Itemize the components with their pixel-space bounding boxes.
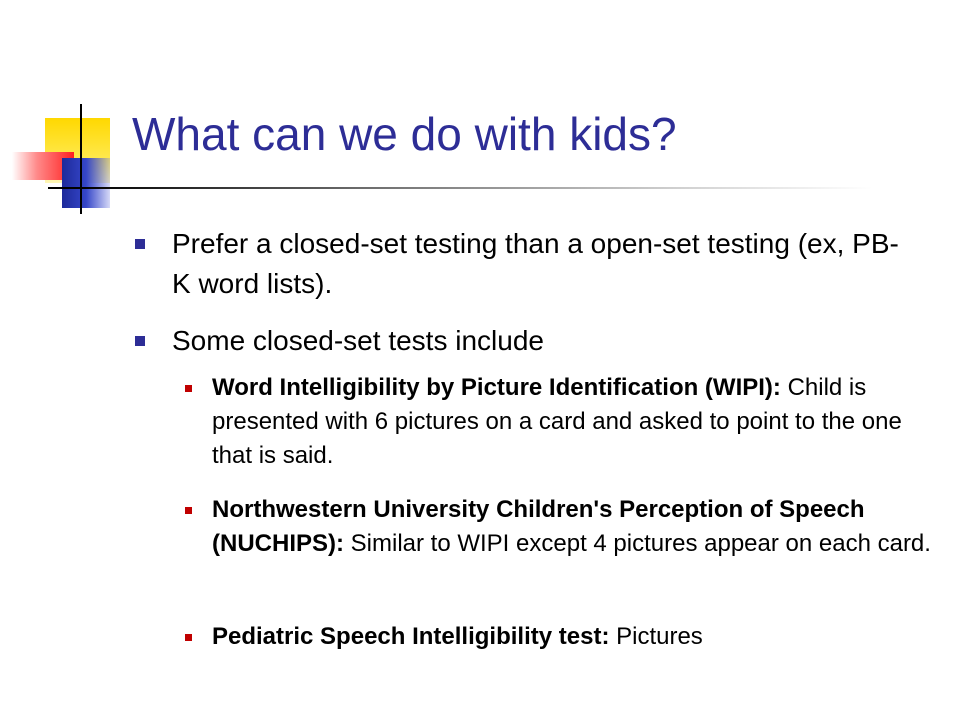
subbullet-item-psi: [212, 620, 932, 654]
square-bullet-icon: [185, 634, 192, 641]
subbullet-item-wipi: [212, 371, 932, 473]
bullet-item-closed-set: [172, 224, 912, 304]
subbullet-text: Similar to WIPI except 4 pictures appear on each card.: [344, 530, 931, 557]
subbullet-text: Child is presented with 6 pictures on a card and asked to point to the one that is said.: [212, 374, 902, 469]
subbullet-text: Pictures: [609, 623, 703, 650]
subbullet-bold-text: Northwestern University Children's Perception of Speech (NUCHIPS):: [212, 496, 865, 557]
subbullet-bold-text: Word Intelligibility by Picture Identification (WIPI):: [212, 374, 781, 401]
title-underline: [82, 187, 872, 189]
square-bullet-icon: [135, 239, 145, 249]
blue-square-shape: [62, 158, 110, 208]
square-bullet-icon: [185, 507, 192, 514]
bullet-text: Some closed-set tests include: [172, 325, 544, 356]
subbullet-item-nuchips: [212, 493, 932, 561]
decorative-logo: [0, 0, 140, 230]
square-bullet-icon: [185, 385, 192, 392]
vertical-rule: [80, 104, 82, 214]
subbullet-bold-text: Pediatric Speech Intelligibility test:: [212, 623, 610, 650]
square-bullet-icon: [135, 336, 145, 346]
bullet-item-tests: [172, 321, 912, 361]
slide-title: What can we do with kids?: [132, 108, 677, 160]
bullet-text: Prefer a closed-set testing than a open-set testing (ex, PB-K word lists).: [172, 228, 899, 299]
